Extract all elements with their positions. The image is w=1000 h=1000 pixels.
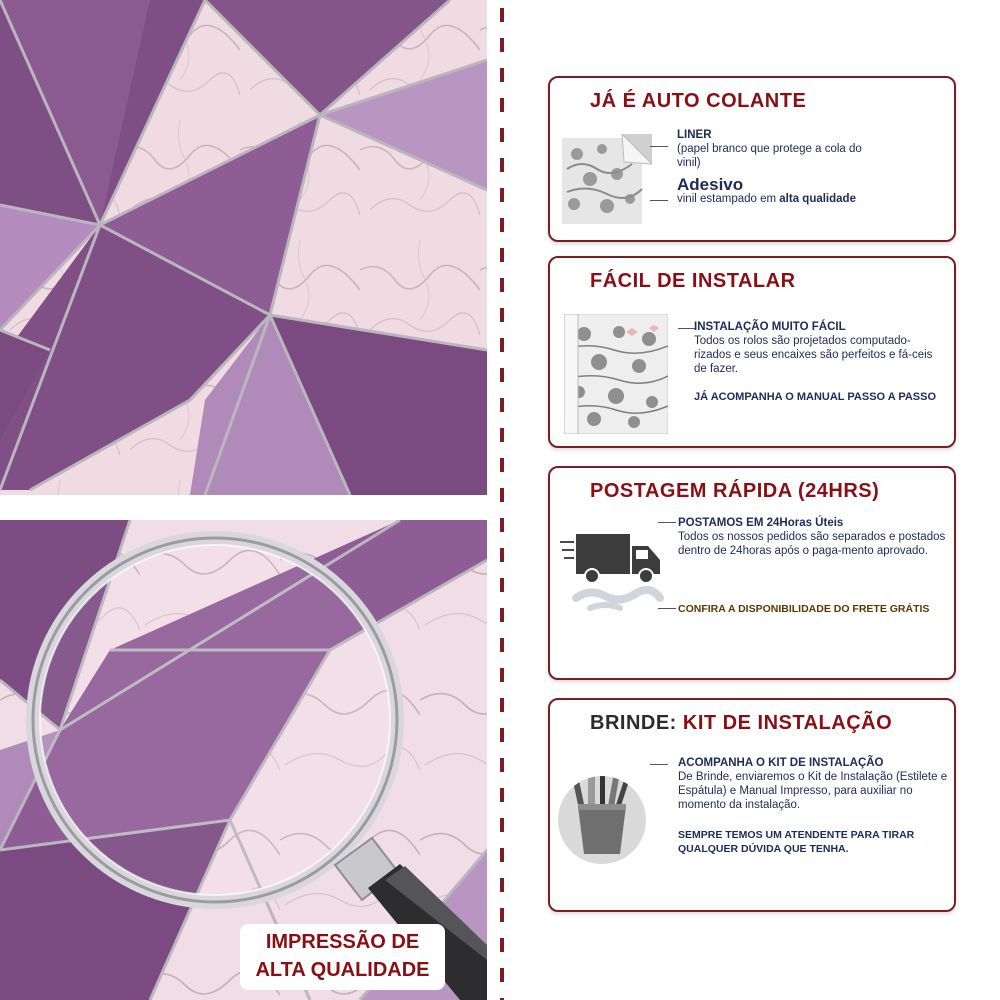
card-brinde [548, 698, 956, 912]
leader-line [650, 200, 668, 201]
card-postagem [548, 466, 956, 680]
card-title-prefix: BRINDE: [590, 712, 677, 734]
card-facil-instalar [548, 256, 956, 448]
installation-heading: INSTALAÇÃO MUITO FÁCIL [694, 321, 846, 333]
card-title [590, 712, 892, 735]
adesivo-block [677, 175, 947, 206]
dashed-separator [500, 0, 504, 1000]
liner-block [677, 128, 877, 170]
liner-heading: LINER [677, 129, 712, 141]
high-quality-print-label [240, 924, 445, 990]
adesivo-heading: Adesivo [677, 175, 744, 194]
installation-text: Todos os rolos são projetados computado-rizados e seus encaixes são perfeitos e fá-ceis de fazer. [694, 335, 933, 375]
tool-cup-icon [556, 740, 648, 866]
card-title: POSTAGEM RÁPIDA (24HRS) [590, 480, 880, 502]
shipping-block [678, 516, 948, 558]
label-line-1: IMPRESSÃO DE [265, 931, 420, 953]
card-title: JÁ É AUTO COLANTE [590, 90, 807, 112]
card-auto-colante [548, 76, 956, 242]
geometric-marble-pattern [0, 0, 487, 495]
leader-line [658, 608, 676, 609]
shipping-heading: POSTAMOS EM 24Horas Úteis [678, 517, 844, 529]
support-note: SEMPRE TEMOS UM ATENDENTE PARA TIRAR QUALQUER DÚVIDA QUE TENHA. [678, 829, 915, 855]
leader-line [658, 522, 676, 523]
kit-heading: ACOMPANHA O KIT DE INSTALAÇÃO [678, 757, 884, 769]
label-line-2: ALTA QUALIDADE [255, 959, 430, 981]
leader-line [650, 764, 668, 765]
shipping-text: Todos os nossos pedidos são separados e postados dentro de 24horas após o paga-mento aprovado. [678, 531, 946, 557]
liner-text: (papel branco que protege a cola do vinil) [677, 143, 862, 169]
leader-line [650, 146, 668, 147]
adesivo-text-bold: alta qualidade [779, 193, 856, 205]
manual-note: JÁ ACOMPANHA O MANUAL PASSO A PASSO [694, 391, 937, 403]
truck-icon [560, 528, 664, 612]
wallpaper-pattern-preview [0, 0, 487, 495]
adesivo-text: vinil estampado em [677, 193, 780, 205]
kit-block [678, 756, 948, 812]
vinyl-sheet-icon [562, 134, 652, 226]
card-title-main: KIT DE INSTALAÇÃO [676, 712, 893, 734]
wallpaper-roll-icon [564, 314, 668, 434]
card-title: FÁCIL DE INSTALAR [590, 270, 796, 292]
installation-block [694, 320, 946, 376]
free-shipping-note: CONFIRA A DISPONIBILIDADE DO FRETE GRÁTIS [678, 603, 930, 615]
kit-text: De Brinde, enviaremos o Kit de Instalação (Estilete e Espátula) e Manual Impresso, para auxiliar no momento da instalação. [678, 771, 948, 811]
